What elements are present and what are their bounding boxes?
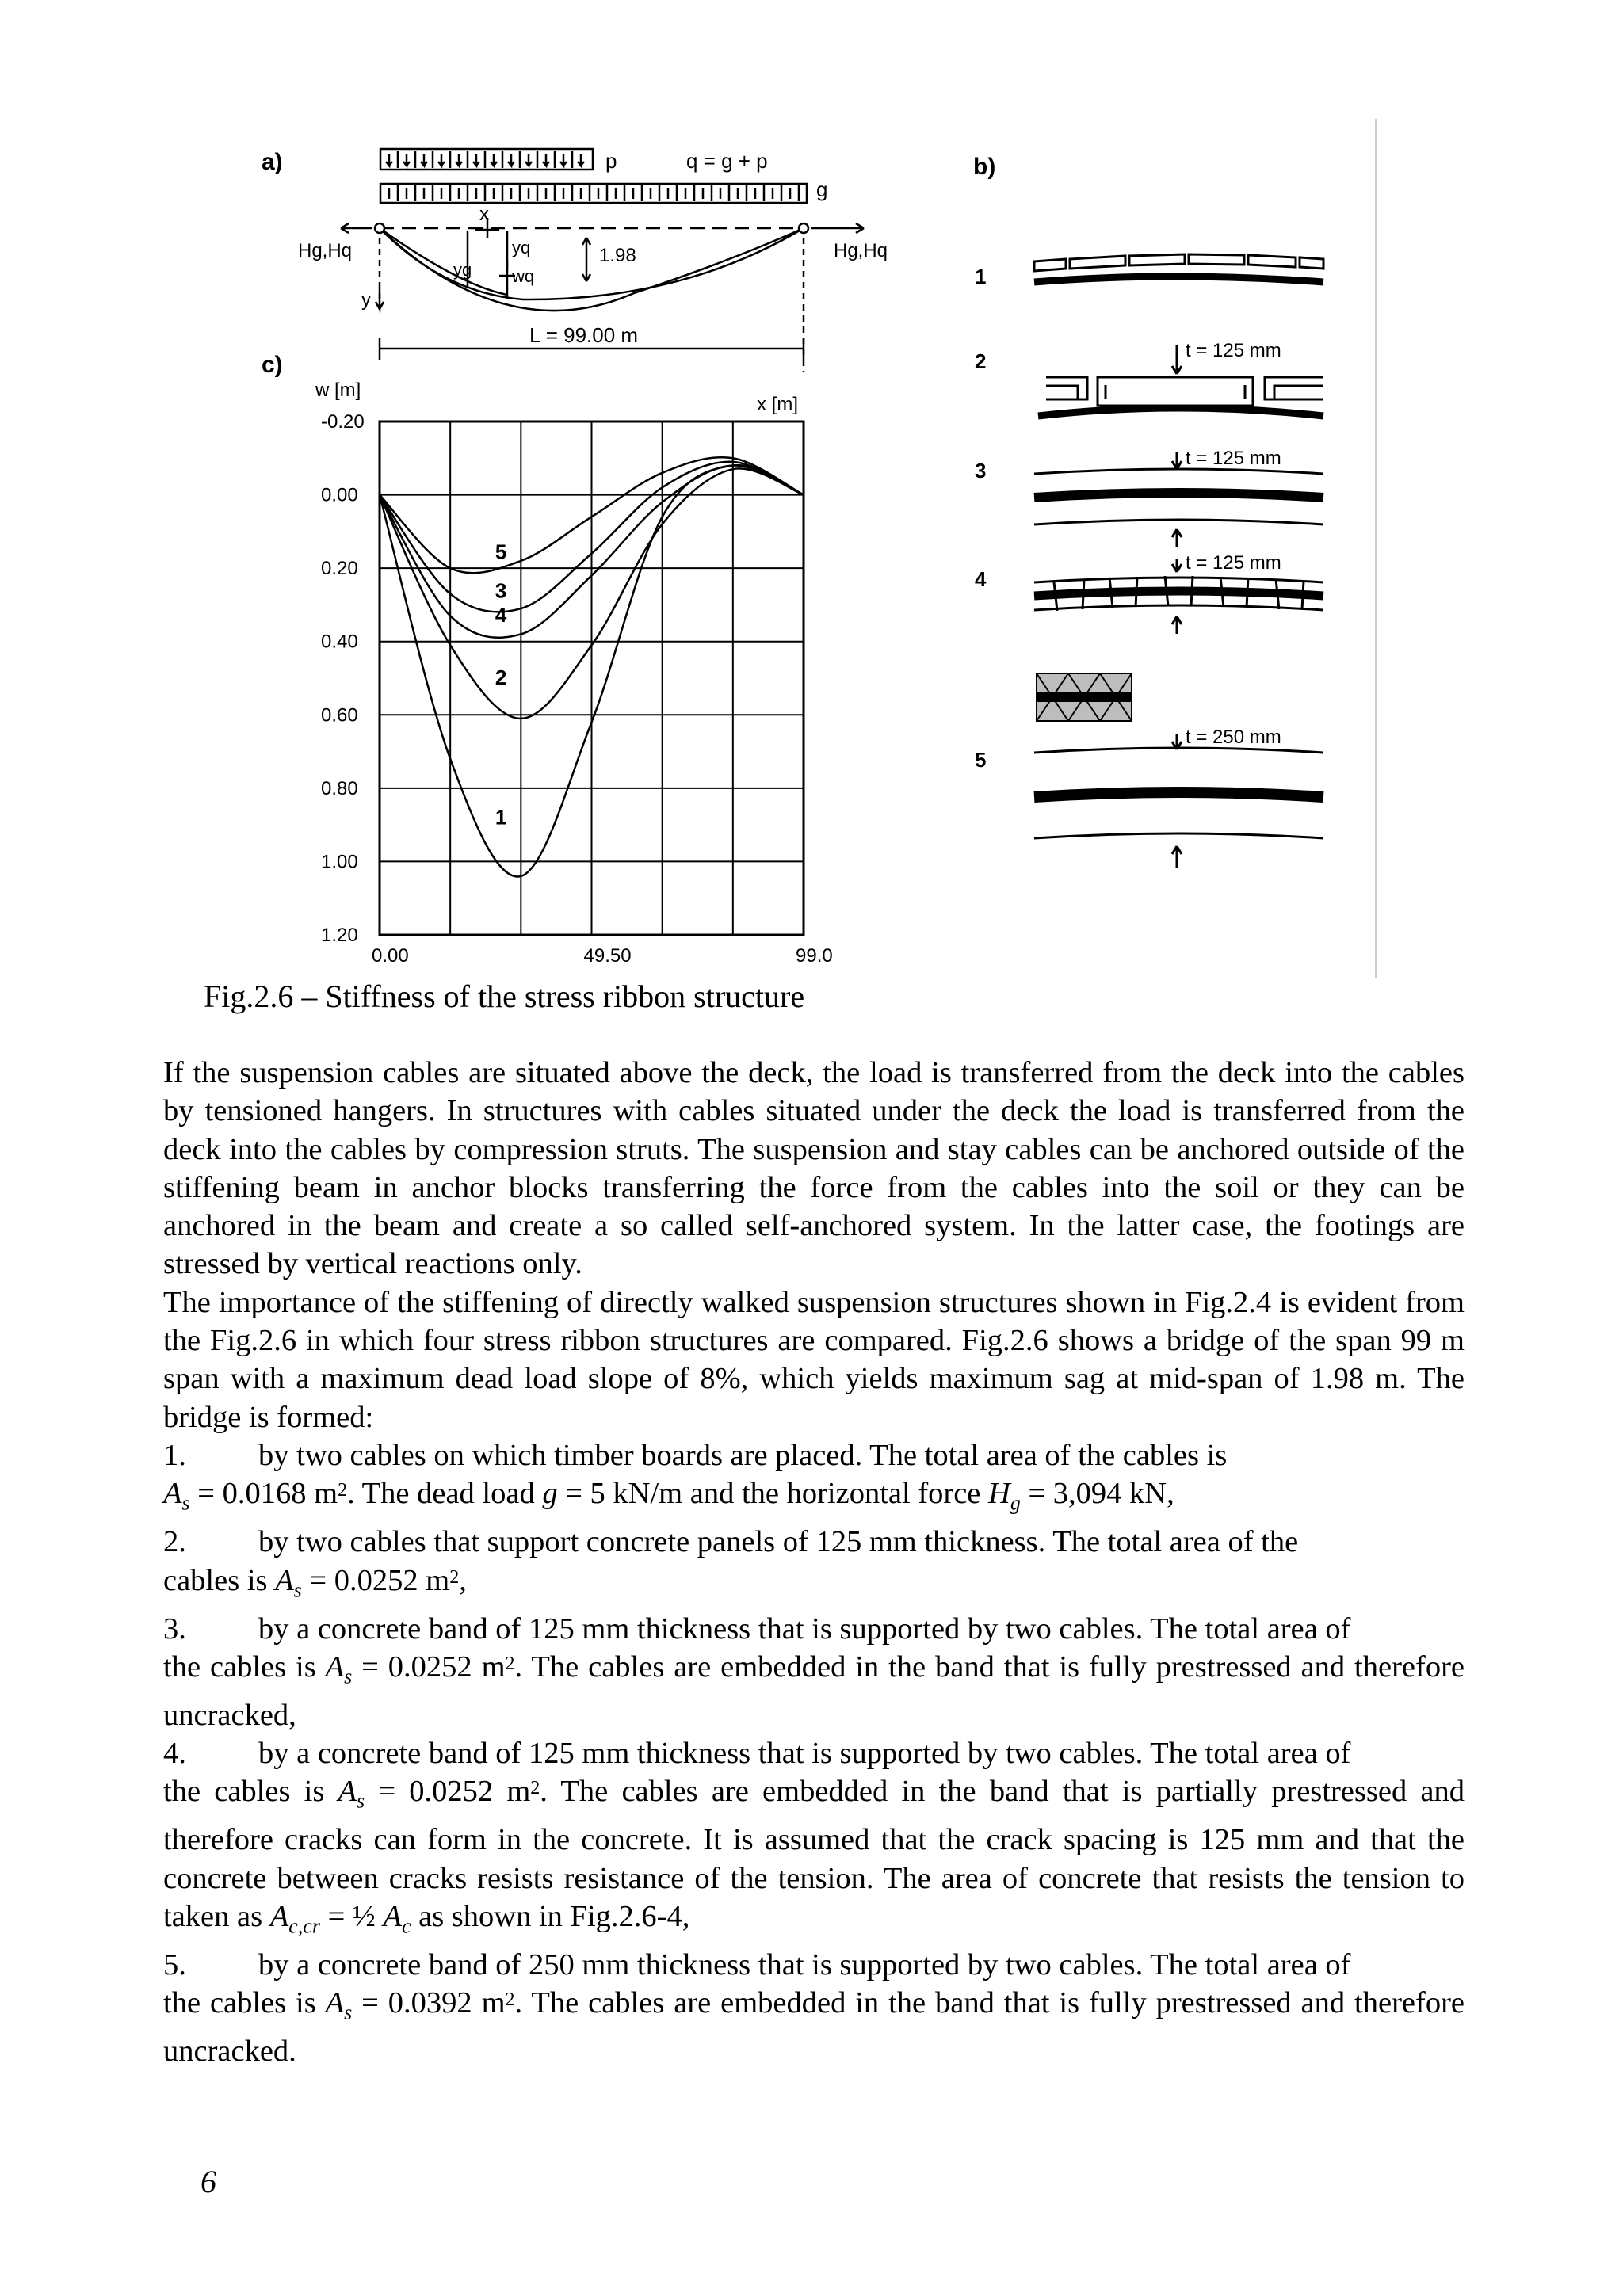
- series-label-5: 5: [495, 540, 507, 564]
- sag-label: 1.98: [599, 245, 636, 266]
- y-tick-label: 0.80: [321, 777, 358, 799]
- yq-label: yq: [512, 238, 531, 257]
- section-5-thick-band: [1034, 734, 1323, 868]
- load-p-label: p: [605, 149, 617, 173]
- y-axis-label-a: y: [361, 289, 371, 311]
- x-tick-label: 99.0: [796, 945, 833, 967]
- paragraph-2: The importance of the stiffening of directly walked suspension structures shown in Fig.2.4 is evident from the Fig.2.6 in which four stress ribbon structures are compared. Fig.2.6 shows a bridge of the span 99 m span with a maximum dead load slope of 8%, which yields maximum sag at mid-span of 1.98 m. The bridge is formed:: [163, 1285, 1465, 1434]
- x-axis-title: x [m]: [757, 394, 798, 415]
- span-label: L = 99.00 m: [529, 323, 639, 347]
- panel-a-label: a): [262, 149, 283, 175]
- row-label-1: 1: [975, 265, 987, 288]
- h-left-label: Hg,Hq: [298, 240, 353, 261]
- y-tick-label: 0.40: [321, 631, 358, 653]
- figure-caption: Fig.2.6 – Stiffness of the stress ribbon structure: [204, 978, 805, 1014]
- list-item-5: 5. by a concrete band of 250 mm thickness that is supported by two cables. The total area of the cables is $A_s = 0.0392$ $m^2$. The cables are embedded in the band that is fully prestressed and therefore uncracked.: [163, 1947, 1465, 2069]
- list-item-1: 1. by two cables on which timber boards are placed. The total area of the cables is $A_s = 0.0168$ $m^2$. The dead load g = 5 kN/m and the horizontal force $H_g = 3,094$ kN,: [163, 1438, 1228, 1515]
- row-label-4: 4: [975, 567, 987, 591]
- row-label-2: 2: [975, 349, 987, 373]
- wq-label: wq: [512, 266, 535, 286]
- row-label-3: 3: [975, 459, 987, 482]
- panel-b-label: b): [973, 154, 996, 180]
- row-label-5: 5: [975, 748, 987, 772]
- section-1-timber-boards: [1034, 254, 1323, 282]
- load-g-label: g: [816, 177, 828, 201]
- x-axis-label-a: x: [479, 204, 489, 225]
- y-tick-label: 0.20: [321, 558, 358, 580]
- body-text: [163, 1054, 1465, 2071]
- load-q-label: q = g + p: [686, 149, 768, 173]
- x-tick-label: 0.00: [372, 945, 409, 967]
- support-left: [375, 223, 384, 233]
- list-item-4: 4. by a concrete band of 125 mm thickness that is supported by two cables. The total area of the cables is $A_s = 0.0252$ $m^2$. The cables are embedded in the band that is partially prestressed and therefore cracks can form in the concrete. It is assumed that the crack spacing is 125 mm and that the concrete between cracks resists resistance of the tension. The area of concrete that resists the tension to taken as $A_{c,cr}$ = ½ $A_c$ as shown in Fig.2.6-4,: [163, 1737, 1465, 1938]
- thickness-label-3: t = 125 mm: [1186, 448, 1281, 469]
- series-label-2: 2: [495, 665, 507, 689]
- load-p-arrows: [380, 149, 593, 170]
- y-tick-label: 0.00: [321, 484, 358, 506]
- yg-label: yg: [453, 260, 472, 280]
- list-item-3: 3. by a concrete band of 125 mm thickness that is supported by two cables. The total area of the cables is $A_s = 0.0252$ $m^2$. The cables are embedded in the band that is fully prestressed and therefore uncracked,: [163, 1611, 1465, 1732]
- support-right: [799, 223, 808, 233]
- thickness-label-5: t = 250 mm: [1186, 727, 1281, 748]
- deflection-chart: [321, 411, 833, 967]
- series-label-4: 4: [495, 603, 507, 627]
- y-tick-label: -0.20: [321, 411, 365, 433]
- series-label-1: 1: [495, 805, 507, 830]
- paragraph-1: If the suspension cables are situated above the deck, the load is transferred from the deck into the cables by tensioned hangers. In structures with cables situated under the deck the load is transferred from the deck into the cables by compression struts. The suspension and stay cables can be anchored outside of the stiffening beam in anchor blocks transferring the force from the cables into the soil or they can be anchored in the beam and create a so called self-anchored system. In the latter case, the footings are stressed by vertical reactions only.: [163, 1056, 1465, 1281]
- span-dimension: [380, 238, 804, 372]
- y-tick-label: 0.60: [321, 704, 358, 727]
- figure-2-6: [0, 0, 1623, 982]
- y-tick-label: 1.00: [321, 851, 358, 873]
- thickness-label-4: t = 125 mm: [1186, 552, 1281, 574]
- load-g-arrows: [380, 184, 807, 203]
- y-tick-label: 1.20: [321, 925, 358, 946]
- y-axis-title: w [m]: [315, 379, 361, 401]
- page-number: 6: [200, 2164, 216, 2199]
- series-label-3: 3: [495, 578, 507, 603]
- crack-detail: [1037, 673, 1132, 721]
- thickness-label-2: t = 125 mm: [1186, 340, 1281, 361]
- list-item-2: 2. by two cables that support concrete panels of 125 mm thickness. The total area of the cables is $A_s = 0.0252$ $m^2$,: [163, 1525, 1299, 1602]
- h-right-label: Hg,Hq: [834, 240, 888, 261]
- panel-c-label: c): [262, 352, 283, 378]
- x-tick-label: 49.50: [583, 945, 632, 967]
